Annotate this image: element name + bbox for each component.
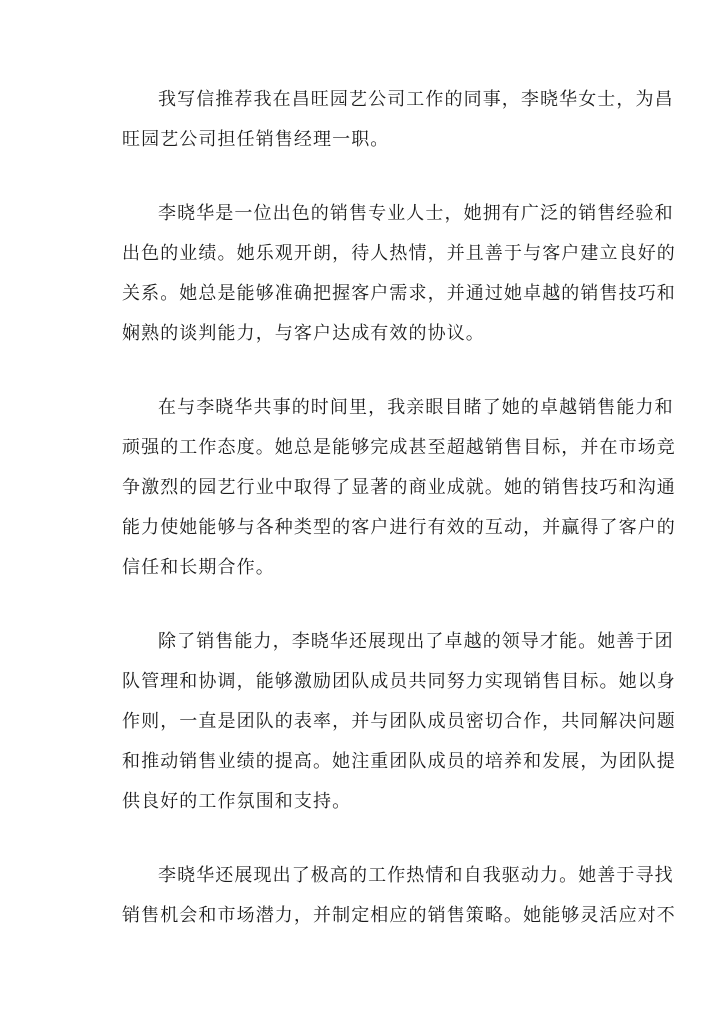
paragraph-line: 娴熟的谈判能力，与客户达成有效的协议。: [122, 323, 485, 344]
paragraph-line: 顽强的工作态度。她总是能够完成甚至超越销售目标，并在市场竞: [122, 437, 676, 458]
paragraph-line: 我写信推荐我在昌旺园艺公司工作的同事，李晓华女士，为昌: [158, 89, 674, 110]
paragraph-line: 信任和长期合作。: [122, 557, 275, 578]
paragraph-3: [86, 388, 676, 588]
paragraph-line: 关系。她总是能够准确把握客户需求，并通过她卓越的销售技巧和: [122, 283, 676, 304]
paragraph-2: [86, 194, 676, 354]
paragraph-line: 队管理和协调，能够激励团队成员共同努力实现销售目标。她以身: [122, 671, 676, 692]
paragraph-line: 除了销售能力，李晓华还展现出了卓越的领导才能。她善于团: [158, 631, 674, 652]
letter-body: [86, 80, 676, 970]
paragraph-line: 供良好的工作氛围和支持。: [122, 791, 352, 812]
paragraph-line: 销售机会和市场潜力，并制定相应的销售策略。她能够灵活应对不: [122, 905, 676, 926]
paragraph-1: [86, 80, 674, 160]
paragraph-line: 和推动销售业绩的提高。她注重团队成员的培养和发展，为团队提: [122, 751, 676, 772]
paragraph-line: 作则，一直是团队的表率，并与团队成员密切合作，共同解决问题: [122, 711, 676, 732]
paragraph-line: 出色的业绩。她乐观开朗，待人热情，并且善于与客户建立良好的: [122, 243, 676, 264]
paragraph-line: 在与李晓华共事的时间里，我亲眼目睹了她的卓越销售能力和: [158, 397, 674, 418]
paragraph-line: 李晓华还展现出了极高的工作热情和自我驱动力。她善于寻找: [158, 865, 674, 886]
paragraph-line: 李晓华是一位出色的销售专业人士，她拥有广泛的销售经验和: [158, 203, 674, 224]
paragraph-5: [86, 856, 676, 936]
paragraph-line: 旺园艺公司担任销售经理一职。: [122, 129, 390, 150]
paragraph-line: 争激烈的园艺行业中取得了显著的商业成就。她的销售技巧和沟通: [122, 477, 676, 498]
paragraph-4: [86, 622, 676, 822]
paragraph-line: 能力使她能够与各种类型的客户进行有效的互动，并赢得了客户的: [122, 517, 676, 538]
